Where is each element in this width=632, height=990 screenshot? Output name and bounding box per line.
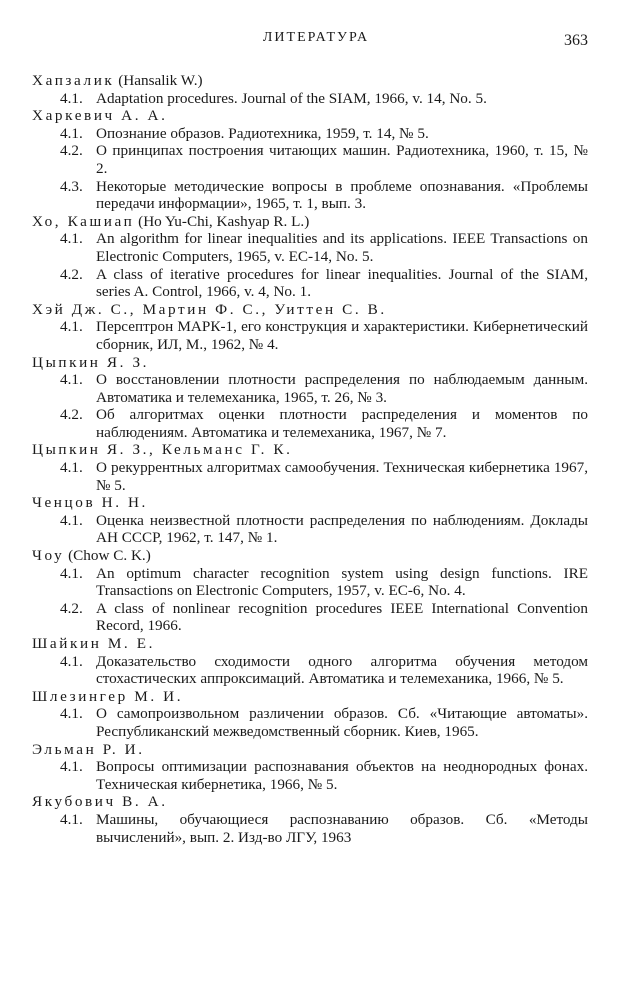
author-heading bbox=[32, 441, 588, 459]
entry-number: 4.1. bbox=[60, 371, 83, 389]
entry-text: An algorithm for linear inequalities and its applications. IEEE Transactions on Electronic Computers, 1965, v. EC-14, No. 5. bbox=[96, 230, 588, 265]
entry-text: A class of iterative procedures for linear inequalities. Journal of the SIAM, series A. Control, 1966, v. 4, No. 1. bbox=[96, 265, 588, 301]
entry-number: 4.1. bbox=[60, 318, 83, 336]
reference-entry bbox=[60, 266, 588, 301]
reference-entry bbox=[60, 705, 588, 740]
page-number: 363 bbox=[564, 32, 588, 49]
reference-entry bbox=[60, 230, 588, 265]
entry-text: О принципах построения читающих машин. Радиотехника, 1960, т. 15, № 2. bbox=[96, 142, 588, 177]
author-name: Ченцов Н. Н. bbox=[32, 494, 148, 512]
author-block bbox=[32, 547, 588, 635]
author-name: Якубович В. А. bbox=[32, 793, 168, 811]
entry-number: 4.3. bbox=[60, 177, 83, 195]
entry-number: 4.1. bbox=[60, 564, 83, 582]
entry-number: 4.2. bbox=[60, 265, 83, 283]
author-latin-name: (Ho Yu-Chi, Kashyap R. L.) bbox=[138, 212, 310, 230]
author-block bbox=[32, 72, 588, 107]
entry-text: Опознание образов. Радиотехника, 1959, т. 14, № 5. bbox=[96, 124, 429, 142]
entry-text: Вопросы оптимизации распознавания объектов на неоднородных фонах. Техническая кибернетика, 1966, № 5. bbox=[96, 758, 588, 793]
author-block bbox=[32, 635, 588, 688]
entry-text: Персептрон МАРК-1, его конструкция и характеристики. Кибернетический сборник, ИЛ, М., 1962, № 4. bbox=[96, 318, 588, 353]
author-heading bbox=[32, 547, 588, 565]
entry-number: 4.1. bbox=[60, 758, 83, 776]
author-block bbox=[32, 741, 588, 794]
author-name: Хапзалик bbox=[32, 72, 115, 89]
author-heading bbox=[32, 494, 588, 512]
entry-number: 4.1. bbox=[60, 810, 83, 828]
entry-text: Об алгоритмах оценки плотности распределения и моментов по наблюдениям. Автоматика и телемеханика, 1967, № 7. bbox=[96, 406, 588, 441]
reference-entry bbox=[60, 459, 588, 494]
reference-entry bbox=[60, 653, 588, 688]
author-latin-name: (Hansalik W.) bbox=[118, 72, 203, 89]
entry-number: 4.2. bbox=[60, 142, 83, 160]
author-block bbox=[32, 354, 588, 442]
entry-text: О самопроизвольном различении образов. Сб. «Читающие автоматы». Республиканский межведомственный сборник. Киев, 1965. bbox=[96, 705, 588, 740]
author-heading bbox=[32, 793, 588, 811]
reference-entry bbox=[60, 142, 588, 177]
author-block bbox=[32, 688, 588, 741]
author-heading bbox=[32, 107, 588, 125]
entry-number: 4.2. bbox=[60, 599, 83, 617]
author-name: Чоу bbox=[32, 547, 65, 565]
entry-number: 4.1. bbox=[60, 511, 83, 529]
entry-text: О восстановлении плотности распределения по наблюдаемым данным. Автоматика и телемеханика, 1965, т. 26, № 3. bbox=[96, 371, 588, 406]
reference-entry bbox=[60, 811, 588, 846]
entry-number: 4.1. bbox=[60, 230, 83, 248]
author-heading bbox=[32, 635, 588, 653]
entry-text: Доказательство сходимости одного алгоритма обучения методом стохастических аппроксимаций. Автоматика и телемеханика, 1966, № 5. bbox=[96, 652, 588, 688]
entry-text: Некоторые методические вопросы в проблеме опознавания. «Проблемы передачи информации», 1965, т. 1, вып. 3. bbox=[96, 177, 588, 213]
entry-number: 4.2. bbox=[60, 406, 83, 424]
author-name: Шлезингер М. И. bbox=[32, 687, 184, 705]
reference-entry bbox=[60, 758, 588, 793]
author-name: Эльман Р. И. bbox=[32, 740, 145, 758]
entry-text: О рекуррентных алгоритмах самообучения. Техническая кибернетика 1967, № 5. bbox=[96, 459, 588, 494]
entry-text: Оценка неизвестной плотности распределения по наблюдениям. Доклады АН СССР, 1962, т. 147, № 1. bbox=[96, 511, 588, 547]
author-name: Цыпкин Я. З., Кельманс Г. К. bbox=[32, 441, 293, 459]
author-heading bbox=[32, 301, 588, 319]
author-latin-name: (Chow C. K.) bbox=[68, 547, 151, 565]
author-name: Хо, Кашиап bbox=[32, 212, 135, 230]
author-heading bbox=[32, 213, 588, 231]
author-name: Цыпкин Я. З. bbox=[32, 353, 150, 371]
author-heading bbox=[32, 354, 588, 372]
reference-entry bbox=[60, 565, 588, 600]
author-block bbox=[32, 494, 588, 547]
author-block bbox=[32, 107, 588, 213]
author-name: Харкевич А. А. bbox=[32, 107, 168, 125]
author-heading bbox=[32, 688, 588, 706]
reference-entry bbox=[60, 600, 588, 635]
author-block bbox=[32, 793, 588, 846]
running-title: ЛИТЕРАТУРА bbox=[262, 30, 370, 45]
reference-entry bbox=[60, 90, 588, 108]
reference-entry bbox=[60, 178, 588, 213]
entry-number: 4.1. bbox=[60, 459, 83, 477]
reference-entry bbox=[60, 406, 588, 441]
entry-text: Adaptation procedures. Journal of the SIAM, 1966, v. 14, No. 5. bbox=[96, 89, 487, 107]
entry-text: Машины, обучающиеся распознаванию образов. Сб. «Методы вычислений», вып. 2. Изд-во ЛГУ, 1963 bbox=[96, 810, 588, 846]
author-block bbox=[32, 301, 588, 354]
reference-entry bbox=[60, 512, 588, 547]
entry-text: An optimum character recognition system using design functions. IRE Transactions on Electronic Computers, 1957, v. EC-6, No. 4. bbox=[96, 564, 588, 600]
author-name: Шайкин М. Е. bbox=[32, 635, 155, 652]
reference-entry bbox=[60, 371, 588, 406]
entry-number: 4.1. bbox=[60, 124, 83, 142]
author-name: Хэй Дж. С., Мартин Ф. С., Уиттен С. В. bbox=[32, 300, 387, 318]
author-block bbox=[32, 441, 588, 494]
entry-number: 4.1. bbox=[60, 652, 83, 670]
reference-entry bbox=[60, 318, 588, 353]
reference-list bbox=[32, 72, 588, 846]
entry-number: 4.1. bbox=[60, 89, 83, 107]
reference-entry bbox=[60, 125, 588, 143]
entry-text: A class of nonlinear recognition procedures IEEE International Convention Record, 1966. bbox=[96, 599, 588, 635]
entry-number: 4.1. bbox=[60, 705, 83, 723]
author-block bbox=[32, 213, 588, 301]
author-heading bbox=[32, 741, 588, 759]
author-heading bbox=[32, 72, 588, 90]
